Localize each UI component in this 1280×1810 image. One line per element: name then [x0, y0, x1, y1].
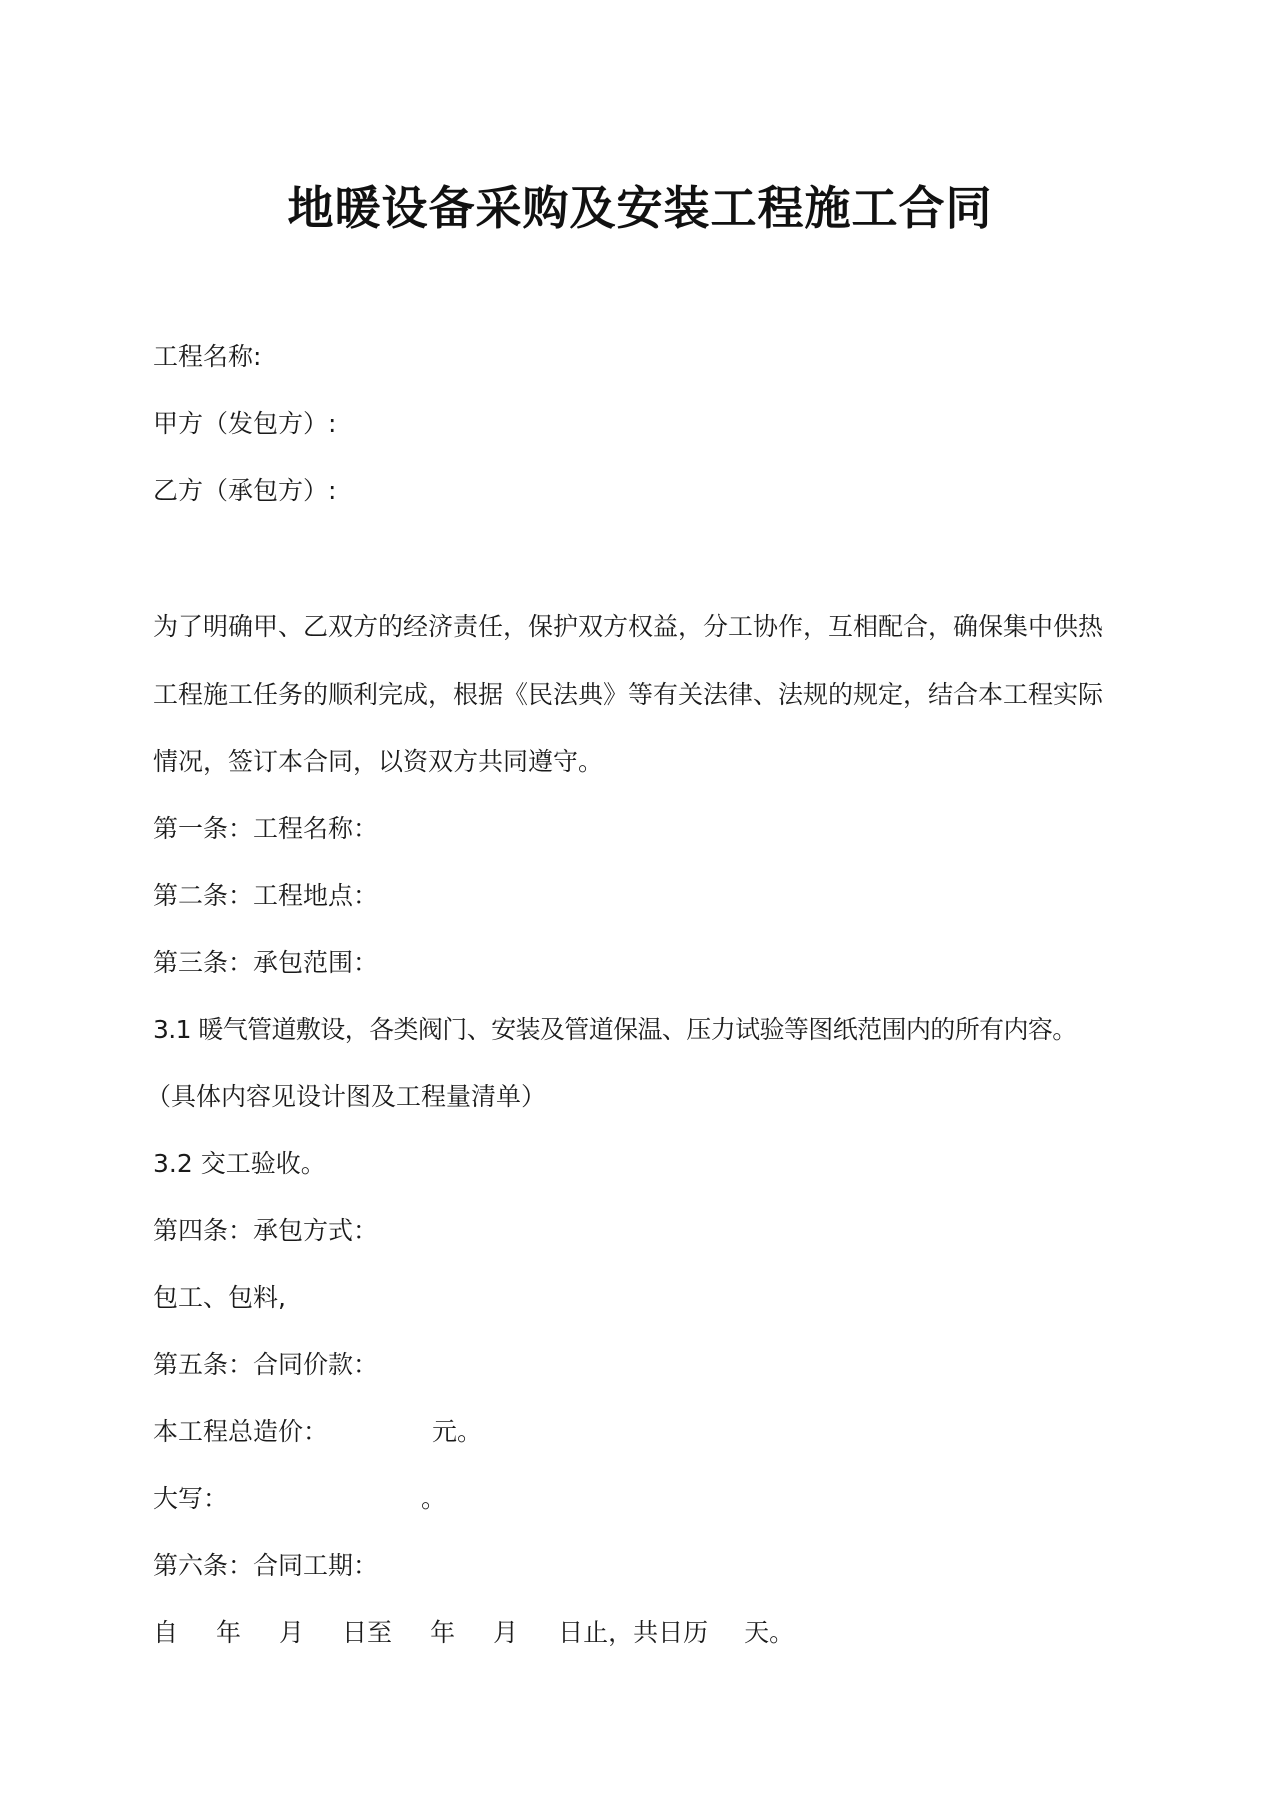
article-4-text: 包工、包料,: [153, 1283, 286, 1312]
price-in-words-end: 。: [421, 1484, 447, 1513]
period-day-to: 日至: [342, 1618, 393, 1647]
period-days: 天。: [744, 1618, 795, 1647]
total-price-unit: 元。: [432, 1417, 483, 1446]
price-in-words-line: [153, 1482, 446, 1516]
party-a-field: 甲方（发包方）:: [153, 409, 337, 438]
period-year-1: 年: [216, 1618, 242, 1647]
document-title: 地暖设备采购及安装工程施工合同: [287, 181, 993, 235]
project-name-field: 工程名称:: [153, 342, 262, 371]
preamble-line-2: 工程施工任务的顺利完成，根据《民法典》等有关法律、法规的规定，结合本工程实际: [153, 680, 1104, 709]
period-month-2: 月: [493, 1618, 519, 1647]
article-3-1-line-1: 3.1 暖气管道敷设，各类阀门、安装及管道保温、压力试验等图纸范围内的所有内容。: [153, 1015, 1077, 1044]
period-year-2: 年: [430, 1618, 456, 1647]
article-4-heading: 第四条：承包方式：: [153, 1216, 379, 1245]
preamble-line-1: 为了明确甲、乙双方的经济责任，保护双方权益，分工协作，互相配合，确保集中供热: [153, 612, 1104, 641]
preamble-line-3: 情况，签订本合同，以资双方共同遵守。: [153, 747, 604, 776]
total-price-label: 本工程总造价：: [153, 1417, 329, 1446]
article-1-heading: 第一条：工程名称：: [153, 814, 379, 843]
article-2-heading: 第二条：工程地点：: [153, 881, 379, 910]
period-from: 自: [153, 1618, 179, 1647]
total-price-line: [153, 1415, 482, 1449]
party-b-field: 乙方（承包方）:: [153, 476, 337, 505]
period-day-end: 日止，共日历: [558, 1618, 709, 1647]
contract-period-line: [153, 1616, 794, 1650]
article-6-heading: 第六条：合同工期：: [153, 1551, 379, 1580]
article-3-1-line-2: （具体内容见设计图及工程量清单）: [146, 1082, 547, 1111]
price-in-words-label: 大写：: [153, 1484, 229, 1513]
article-5-heading: 第五条：合同价款：: [153, 1350, 379, 1379]
article-3-heading: 第三条：承包范围：: [153, 948, 379, 977]
period-month-1: 月: [279, 1618, 305, 1647]
article-3-2: 3.2 交工验收。: [153, 1149, 326, 1178]
